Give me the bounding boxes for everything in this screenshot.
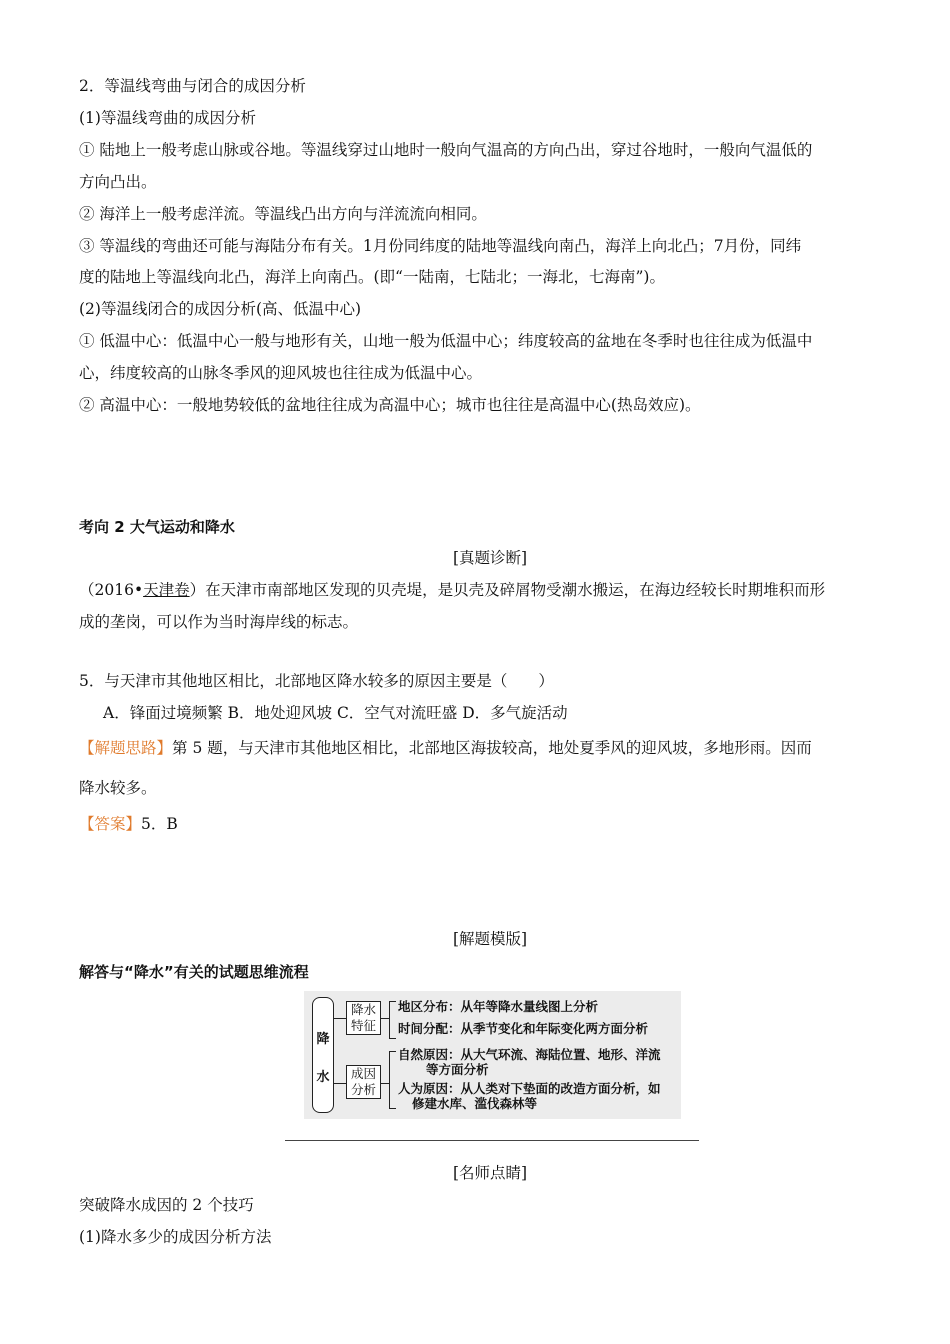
brace <box>389 1051 396 1109</box>
divider <box>285 1140 699 1141</box>
cause-item-2-cont: 修建水库、滥伐森林等 <box>412 1096 538 1111</box>
paragraph: 方向凸出。 <box>79 173 157 191</box>
flow-heading: 解答与“降水”有关的试题思维流程 <box>79 963 309 981</box>
root-char-1: 降 <box>316 1032 330 1047</box>
paragraph: ② 海洋上一般考虑洋流。等温线凸出方向与洋流流向相同。 <box>79 205 487 223</box>
paragraph: 心，纬度较高的山脉冬季风的迎风坡也往往成为低温中心。 <box>79 364 483 382</box>
answer-tag: 【答案】 <box>79 815 142 833</box>
connector <box>381 1083 389 1084</box>
feature-item-2: 时间分配：从季节变化和年际变化两方面分析 <box>398 1021 649 1036</box>
tips-heading: 突破降水成因的 2 个技巧 <box>79 1196 254 1214</box>
analysis <box>79 738 812 758</box>
feature-box-line1: 降水 <box>350 1002 376 1017</box>
feature-box <box>346 1001 381 1035</box>
source-link[interactable]: 天津卷 <box>143 581 190 599</box>
question-stem: 5．与天津市其他地区相比，北部地区降水较多的原因主要是（ ） <box>79 672 554 690</box>
flow-diagram <box>304 991 681 1119</box>
analysis-tag: 【解题思路】 <box>79 739 173 757</box>
cause-box-line1: 成因 <box>350 1066 376 1081</box>
paragraph: ③ 等温线的弯曲还可能与海陆分布有关。1月份同纬度的陆地等温线向南凸，海洋上向北凸；7月份，同纬 <box>79 237 802 255</box>
root-node <box>312 997 334 1113</box>
cause-box-line2: 分析 <box>350 1082 376 1097</box>
analysis-continued: 降水较多。 <box>79 779 157 797</box>
paragraph: 成的垄岗，可以作为当时海岸线的标志。 <box>79 613 359 631</box>
connector <box>381 1018 389 1019</box>
section-heading: 考向 2 大气运动和降水 <box>79 518 235 536</box>
root-char-2: 水 <box>316 1070 330 1085</box>
source-text: ）在天津市南部地区发现的贝壳堤，是贝壳及碎屑物受潮水搬运，在海边经较长时期堆积而形 <box>189 581 826 599</box>
paragraph: ② 高温中心：一般地势较低的盆地往往成为高温中心；城市也往往是高温中心(热岛效应)。 <box>79 396 701 414</box>
feature-item-1: 地区分布：从年等降水量线图上分析 <box>398 999 599 1014</box>
feature-box-line2: 特征 <box>350 1018 376 1033</box>
subheading: (1)等温线弯曲的成因分析 <box>79 109 256 127</box>
cause-item-1-cont: 等方面分析 <box>426 1062 489 1077</box>
template-title: [解题模版] <box>452 930 528 948</box>
connector <box>334 1083 346 1084</box>
question-options: A．锋面过境频繁 B．地处迎风坡 C．空气对流旺盛 D．多气旋活动 <box>103 704 568 722</box>
cause-item-2: 人为原因：从人类对下垫面的改造方面分析，如 <box>398 1081 661 1096</box>
source-paragraph <box>79 580 825 600</box>
connector <box>334 1018 346 1019</box>
paragraph: 度的陆地上等温线向北凸，海洋上向南凸。(即“一陆南，七陆北；一海北，七海南”)。 <box>79 268 665 286</box>
cause-item-1: 自然原因：从大气环流、海陆位置、地形、洋流 <box>398 1047 661 1062</box>
analysis-text: 第 5 题，与天津市其他地区相比，北部地区海拔较高，地处夏季风的迎风坡，多地形雨。因而 <box>172 739 812 757</box>
cause-box <box>346 1065 381 1099</box>
answer-text: 5．B <box>141 815 178 833</box>
paragraph: ① 低温中心：低温中心一般与地形有关，山地一般为低温中心；纬度较高的盆地在冬季时也往往成为低温中 <box>79 332 813 350</box>
source-year: （2016• <box>79 581 144 599</box>
subheading: (2)等温线闭合的成因分析(高、低温中心) <box>79 300 362 318</box>
paragraph: ① 陆地上一般考虑山脉或谷地。等温线穿过山地时一般向气温高的方向凸出，穿过谷地时，一般向气温低的 <box>79 141 813 159</box>
tip-1: (1)降水多少的成因分析方法 <box>79 1228 272 1246</box>
section-heading: 2．等温线弯曲与闭合的成因分析 <box>79 77 306 95</box>
teacher-title: [名师点睛] <box>452 1164 528 1182</box>
brace <box>389 1001 396 1039</box>
answer <box>79 814 178 834</box>
diagnosis-title: [真题诊断] <box>452 549 528 567</box>
